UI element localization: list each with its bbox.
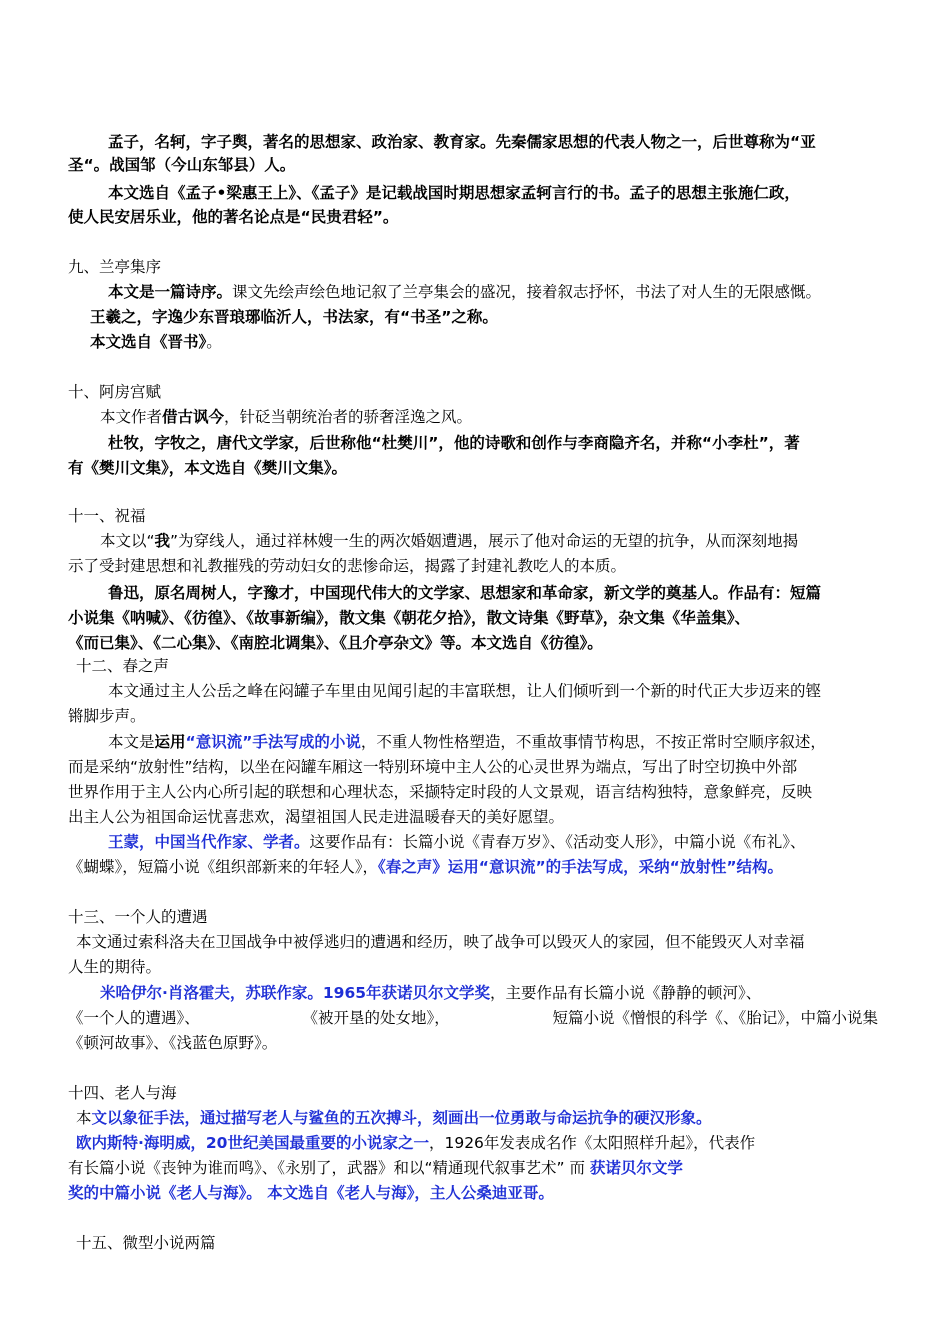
text-normal: 短篇小说《憎恨的科学《、《胎记》，中篇小说集 (552, 1009, 878, 1027)
paragraph-line: 《而已集》、《二心集》、《南腔北调集》、《且介亭杂文》等。本文选自《彷徨》。 (68, 634, 603, 652)
text-bold: 本文选自 (90, 333, 153, 351)
paragraph-line (76, 1132, 755, 1154)
text-normal: ，针砭当朝统治者的骄奢淫逸之风。 (224, 408, 473, 426)
text-normal: 《一个人的遭遇》、 (68, 1009, 200, 1027)
text-highlight-blue: 《春之声》运用“意识流”的手法写成，采纳“放射性”结构。 (378, 858, 784, 876)
text-normal: 《被开垦的处女地》， (302, 1009, 450, 1027)
text-normal: ，1926年发表成名作《太阳照样升起》，代表作 (428, 1134, 756, 1152)
text-highlight-blue: 王蒙，中国当代作家、学者。 (108, 833, 310, 851)
text-bold: 运用 (154, 733, 186, 751)
section-heading: 九、兰亭集序 (68, 258, 162, 276)
paragraph-line: 锵脚步声。 (68, 707, 146, 725)
text-normal: ，不重人物性格塑造，不重故事情节构思，不按正常时空顺序叙述， (360, 733, 826, 751)
text-normal: 本 (76, 1109, 92, 1127)
text-normal: 课文先绘声绘色地记叙了兰亭集会的盛况，接着叙志抒怀，书法了对人生的无限感慨。 (232, 283, 822, 301)
text-normal: 。 (206, 333, 222, 351)
paragraph-line (76, 1107, 712, 1129)
section-heading: 十五、微型小说两篇 (76, 1234, 216, 1252)
text-highlight-blue: 欧内斯特·海明威，20世纪美国最重要的小说家之一 (76, 1134, 429, 1152)
text-normal: 这要作品有：长篇小说《青春万岁》、《活动变人形》，中篇小说《布礼》、 (309, 833, 806, 851)
paragraph-line (108, 731, 826, 753)
text-bold: 《晋书》 (152, 333, 207, 351)
section-heading: 十四、老人与海 (68, 1084, 177, 1102)
paragraph-line: 本文通过索科洛夫在卫国战争中被俘逃归的遭遇和经历，映了战争可以毁灭人的家园，但不能毁灭人对幸福 (76, 933, 805, 951)
text-normal: 有长篇小说《丧钟为谁而鸣》、《永别了，武器》和以“精通现代叙事艺术” 而 (68, 1159, 590, 1177)
paragraph-line (108, 831, 806, 853)
paragraph-line: 世界作用于主人公内心所引起的联想和心理状态，采撷特定时段的人文景观，语言结构独特，意象鲜亮，反映 (68, 783, 813, 801)
paragraph-line: 杜牧，字牧之，唐代文学家，后世称他“杜樊川”，他的诗歌和创作与李商隐齐名，并称“小李杜”，著 (108, 434, 800, 452)
section-heading: 十一、祝福 (68, 507, 146, 525)
paragraph-line: 《顿河故事》、《浅蓝色原野》。 (68, 1034, 278, 1052)
paragraph-line: 奖的中篇小说《老人与海》。 本文选自《老人与海》，主人公桑迪亚哥。 (68, 1184, 554, 1202)
paragraph-line: 人生的期待。 (68, 958, 162, 976)
paragraph-line (68, 1157, 683, 1179)
section-heading: 十三、一个人的遭遇 (68, 908, 208, 926)
text-bold: 我 (154, 532, 171, 550)
text-bold: 本文是一篇诗序。 (108, 283, 233, 301)
paragraph-line (68, 1007, 878, 1029)
text-normal: ”为穿线人，通过祥林嫂一生的两次婚姻遭遇，展示了他对命运的无望的抗争，从而深刻地揭 (170, 532, 799, 550)
section-heading: 十二、春之声 (76, 657, 170, 675)
paragraph-line (68, 856, 783, 878)
text-highlight-blue: 文以象征手法，通过描写老人与鲨鱼的五次搏斗，刻画出一位勇敢与命运抗争的硬汉形象。 (91, 1109, 712, 1127)
text-highlight-blue: 米哈伊尔·肖洛霍夫，苏联作家。1965年获诺贝尔文学奖 (100, 984, 491, 1002)
paragraph-line: 本文选自《孟子•梁惠王上》、《孟子》是记载战国时期思想家孟轲言行的书。孟子的思想主张施仁政， (108, 184, 800, 202)
paragraph-line (108, 281, 821, 303)
text-normal: 《蝴蝶》，短篇小说《组织部新来的年轻人》， (68, 858, 379, 876)
text-normal: 本文以“ (100, 532, 155, 550)
paragraph-line: 鲁迅，原名周树人，字豫才，中国现代伟大的文学家、思想家和革命家，新文学的奠基人。作品有：短篇 (108, 584, 822, 602)
text-highlight-blue: “意识流”手法写成的小说 (185, 733, 361, 751)
paragraph-line: 小说集《呐喊》、《彷徨》、《故事新编》，散文集《朝花夕拾》，散文诗集《野草》，杂文集《华盖集》、 (68, 609, 751, 627)
text-normal: 本文作者 (100, 408, 163, 426)
paragraph-line: 出主人公为祖国命运忧喜悲欢，渴望祖国人民走进温暖春天的美好愿望。 (68, 808, 565, 826)
paragraph-line: 示了受封建思想和礼教摧残的劳动妇女的悲惨命运，揭露了封建礼教吃人的本质。 (68, 557, 627, 575)
paragraph-line: 使人民安居乐业，他的著名论点是“民贵君轻”。 (68, 208, 399, 226)
paragraph-line: 本文通过主人公岳之峰在闷罐子车里由见闻引起的丰富联想，让人们倾听到一个新的时代正大步迈来的铿 (108, 682, 822, 700)
text-bold: 借古讽今 (162, 408, 225, 426)
paragraph-line: 王羲之，字逸少东晋琅琊临沂人，书法家，有“书圣”之称。 (90, 308, 498, 326)
paragraph-line (100, 530, 798, 552)
text-normal: 本文是 (108, 733, 155, 751)
paragraph-line: 孟子，名轲，字子舆，著名的思想家、政治家、教育家。先秦儒家思想的代表人物之一，后世尊称为“亚 (108, 133, 816, 151)
paragraph-line: 有《樊川文集》，本文选自《樊川文集》。 (68, 459, 348, 477)
paragraph-line: 圣“。战国邹（今山东邹县）人。 (68, 156, 296, 174)
paragraph-line (90, 331, 222, 353)
text-normal: ，主要作品有长篇小说《静静的顿河》、 (490, 984, 762, 1002)
text-highlight-blue: 获诺贝尔文学 (589, 1159, 683, 1177)
paragraph-line (100, 982, 761, 1004)
paragraph-line (100, 406, 472, 428)
section-heading: 十、阿房宫赋 (68, 383, 162, 401)
paragraph-line: 而是采纳“放射性”结构，以坐在闷罐车厢这一特别环境中主人公的心灵世界为端点，写出了时空切换中外部 (68, 758, 798, 776)
